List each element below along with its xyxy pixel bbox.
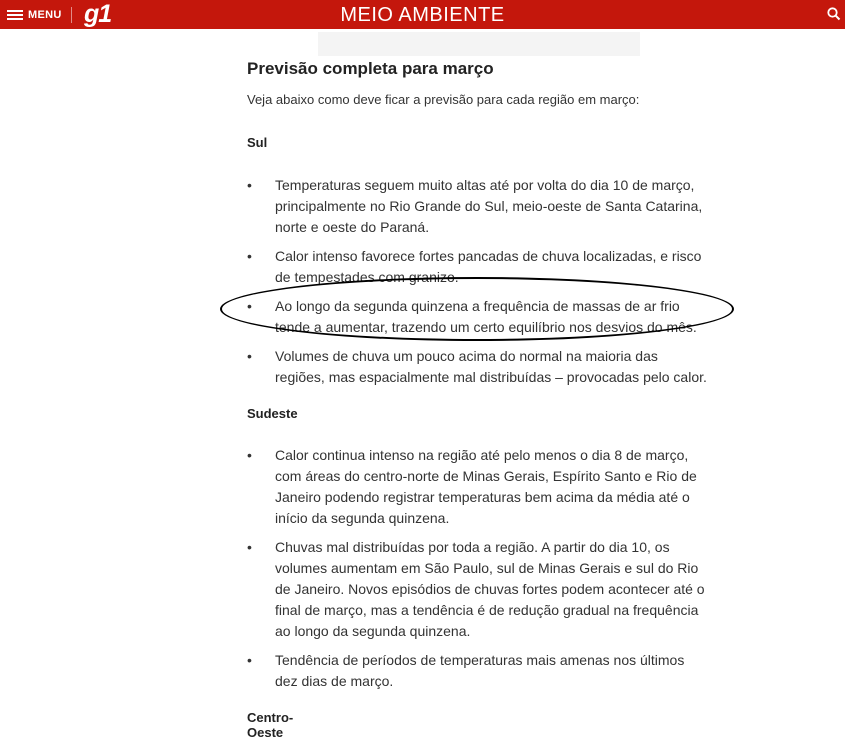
list-item (247, 346, 707, 388)
list-item (247, 175, 707, 238)
bullet-icon: • (247, 248, 252, 264)
bullet-icon: • (247, 177, 252, 193)
g1-logo[interactable]: g1 (84, 0, 112, 28)
list-item-text: Temperaturas seguem muito altas até por volta do dia 10 de março, principalmente no Rio Grande do Sul, meio-oeste de Santa Catarina, norte e oeste do Paraná. (275, 177, 703, 235)
forecast-heading: Previsão completa para março (247, 59, 494, 78)
list-item-text: Chuvas mal distribuídas por toda a região. A partir do dia 10, os volumes aumentam em São Paulo, sul de Minas Gerais e sul do Rio de Janeiro. Novos episódios de chuvas fortes podem acontecer até o final de março, mas a tendência é de redução gradual na frequência ao longo da segunda quinzena. (275, 539, 705, 639)
menu-label: MENU (28, 9, 62, 21)
bullet-icon: • (247, 652, 252, 668)
list-item (247, 445, 707, 529)
list-item-text: Calor intenso favorece fortes pancadas de chuva localizadas, e risco de tempestades com granizo. (275, 248, 702, 285)
bullet-icon: • (247, 447, 252, 463)
list-item-text: Calor continua intenso na região até pelo menos o dia 8 de março, com áreas do centro-norte de Minas Gerais, Espírito Santo e Rio de Janeiro podendo registrar temperaturas bem acima da média até o início da segunda quinzena. (275, 447, 697, 526)
sudeste-forecast-list (247, 445, 707, 700)
bullet-icon: • (247, 539, 252, 555)
list-item-text: Tendência de períodos de temperaturas mais amenas nos últimos dez dias de março. (275, 652, 685, 689)
region-title-centro-oeste: Centro-Oeste (247, 710, 294, 740)
list-item-text: Volumes de chuva um pouco acima do normal na maioria das regiões, mas espacialmente mal distribuídas – provocadas pelo calor. (275, 348, 707, 385)
bullet-icon: • (247, 348, 252, 364)
list-item (247, 537, 707, 642)
list-item (247, 650, 707, 692)
region-title-sul: Sul (247, 135, 268, 150)
sul-forecast-list (247, 175, 707, 396)
bullet-icon: • (247, 298, 252, 314)
section-title[interactable]: MEIO AMBIENTE (340, 4, 505, 26)
region-title-sudeste: Sudeste (247, 406, 298, 421)
search-icon (826, 6, 842, 22)
list-item (247, 246, 707, 288)
list-item-text: Ao longo da segunda quinzena a frequência de massas de ar frio tende a aumentar, trazendo um certo equilíbrio nos desvios do mês. (275, 298, 697, 335)
top-navigation-bar (0, 0, 845, 29)
list-item (247, 296, 707, 338)
search-button[interactable] (826, 6, 842, 22)
faded-ad-banner (318, 32, 640, 56)
intro-paragraph: Veja abaixo como deve ficar a previsão para cada região em março: (247, 92, 640, 107)
